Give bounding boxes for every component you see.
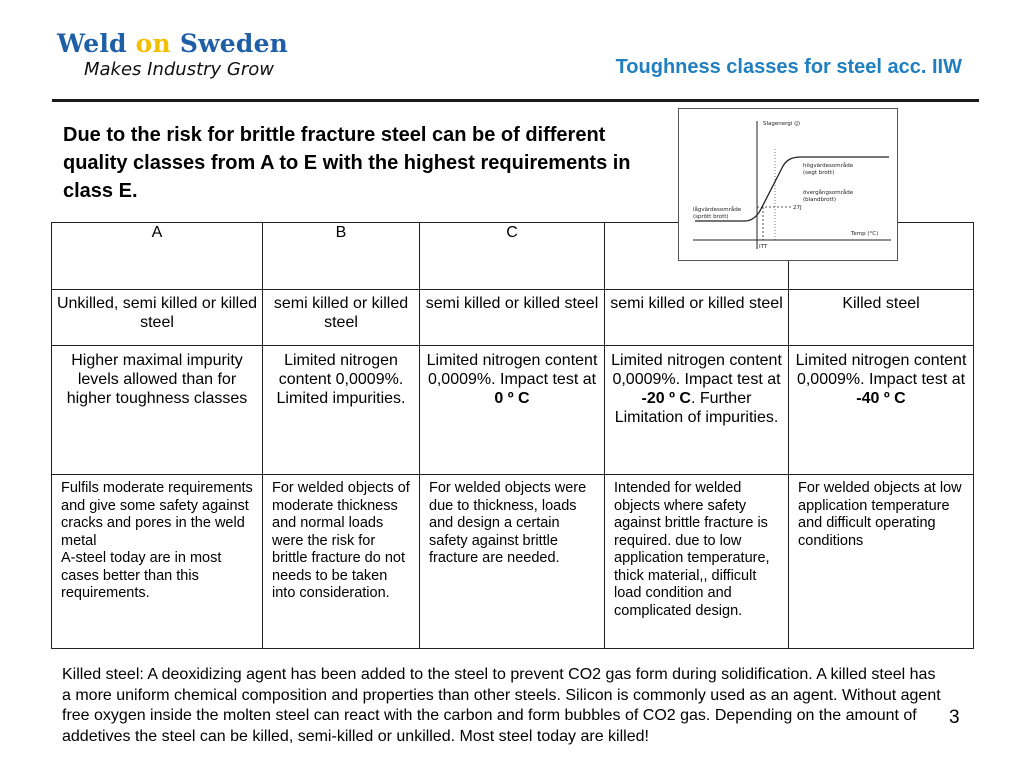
- class-e-killing: Killed steel: [789, 290, 974, 346]
- logo-word-sweden: Sweden: [179, 29, 289, 58]
- class-b-usage: For welded objects of moderate thickness and normal loads were the risk for brittle fracture do not needs to be taken into consideration.: [263, 475, 420, 649]
- page-number: 3: [949, 707, 960, 728]
- diagram-mid-2: (blandbrott): [803, 197, 836, 203]
- class-e-req-text: Limited nitrogen content 0,0009%. Impact test at: [795, 352, 967, 388]
- class-d-requirements: [605, 346, 789, 475]
- diagram-lower-1: lågvärdesområde: [693, 207, 742, 213]
- diagram-upper-1: högvärdesområde: [803, 163, 854, 169]
- diagram-lower-2: (sprött brott): [693, 214, 729, 220]
- class-a-header: A: [52, 223, 263, 290]
- class-c-killing: semi killed or killed steel: [420, 290, 605, 346]
- class-e-impact-temp: -40 º C: [856, 390, 906, 407]
- class-c-usage: For welded objects were due to thickness, loads and design a certain safety against brittle fracture are needed.: [420, 475, 605, 649]
- class-b-killing: semi killed or killed steel: [263, 290, 420, 346]
- class-c-impact-temp: 0 º C: [494, 390, 530, 407]
- requirements-row: [52, 346, 974, 475]
- logo-word-on: on: [135, 29, 171, 58]
- diagram-svg: [679, 109, 897, 260]
- header-divider: [52, 99, 979, 102]
- intro-text: Due to the risk for brittle fracture steel can be of different quality classes from A to E with the highest requirements in class E.: [63, 124, 631, 202]
- logo-wordmark: [57, 30, 288, 58]
- class-d-killing: semi killed or killed steel: [605, 290, 789, 346]
- class-d-req-text: Limited nitrogen content 0,0009%. Impact test at: [611, 352, 782, 388]
- diagram-upper-2: (segt brott): [803, 170, 835, 176]
- logo-tagline: Makes Industry Grow: [84, 59, 275, 80]
- logo-word-weld: Weld: [57, 29, 127, 58]
- diagram-text: [693, 121, 878, 250]
- diagram-27j: 27J: [793, 205, 802, 211]
- class-a-killing: Unkilled, semi killed or killed steel: [52, 290, 263, 346]
- class-e-requirements: [789, 346, 974, 475]
- transition-temperature-diagram: [678, 108, 898, 261]
- company-logo: [57, 30, 288, 80]
- class-a-usage-note: A-steel today are in most cases better than this requirements.: [61, 550, 222, 601]
- slide-title: Toughness classes for steel acc. IIW: [615, 56, 962, 78]
- killing-row: [52, 290, 974, 346]
- diagram-mid-1: övergångsområde: [803, 190, 854, 196]
- class-a-usage-text: Fulfils moderate requirements and give some safety against cracks and pores in the weld metal: [61, 480, 253, 549]
- class-a-usage: [52, 475, 263, 649]
- class-b-requirements: Limited nitrogen content 0,0009%. Limited impurities.: [263, 346, 420, 475]
- footnote: Killed steel: A deoxidizing agent has been added to the steel to prevent CO2 gas form during solidification. A killed steel has a more uniform chemical composition and properties than other steels. Silicon is commonly used as an agent. Without agent free oxygen inside the molten steel can react with the carbon and form bubbles of CO2 gas. Depending on the amount of addetives the steel can be killed, semi-killed or unkilled. Most steel today are killed!: [62, 666, 941, 745]
- toughness-classes-table: [51, 222, 974, 649]
- class-c-req-text: Limited nitrogen content 0,0009%. Impact test at: [426, 352, 598, 388]
- class-d-impact-temp: -20 º C: [641, 390, 691, 407]
- diagram-itt: ITT: [759, 244, 768, 250]
- diagram-xlabel: Temp (°C): [851, 231, 879, 237]
- class-a-requirements: Higher maximal impurity levels allowed than for higher toughness classes: [52, 346, 263, 475]
- class-c-requirements: [420, 346, 605, 475]
- class-d-req-extra: . Further Limitation of impurities.: [614, 390, 779, 426]
- class-c-header: C: [420, 223, 605, 290]
- usage-row: [52, 475, 974, 649]
- class-d-usage: Intended for welded objects where safety against brittle fracture is required. due to low application temperature, thick material,, difficult load condition and complicated design.: [605, 475, 789, 649]
- diagram-ylabel: Slagenergi (J): [763, 121, 800, 127]
- class-b-header: B: [263, 223, 420, 290]
- class-e-usage: For welded objects at low application temperature and difficult operating conditions: [789, 475, 974, 649]
